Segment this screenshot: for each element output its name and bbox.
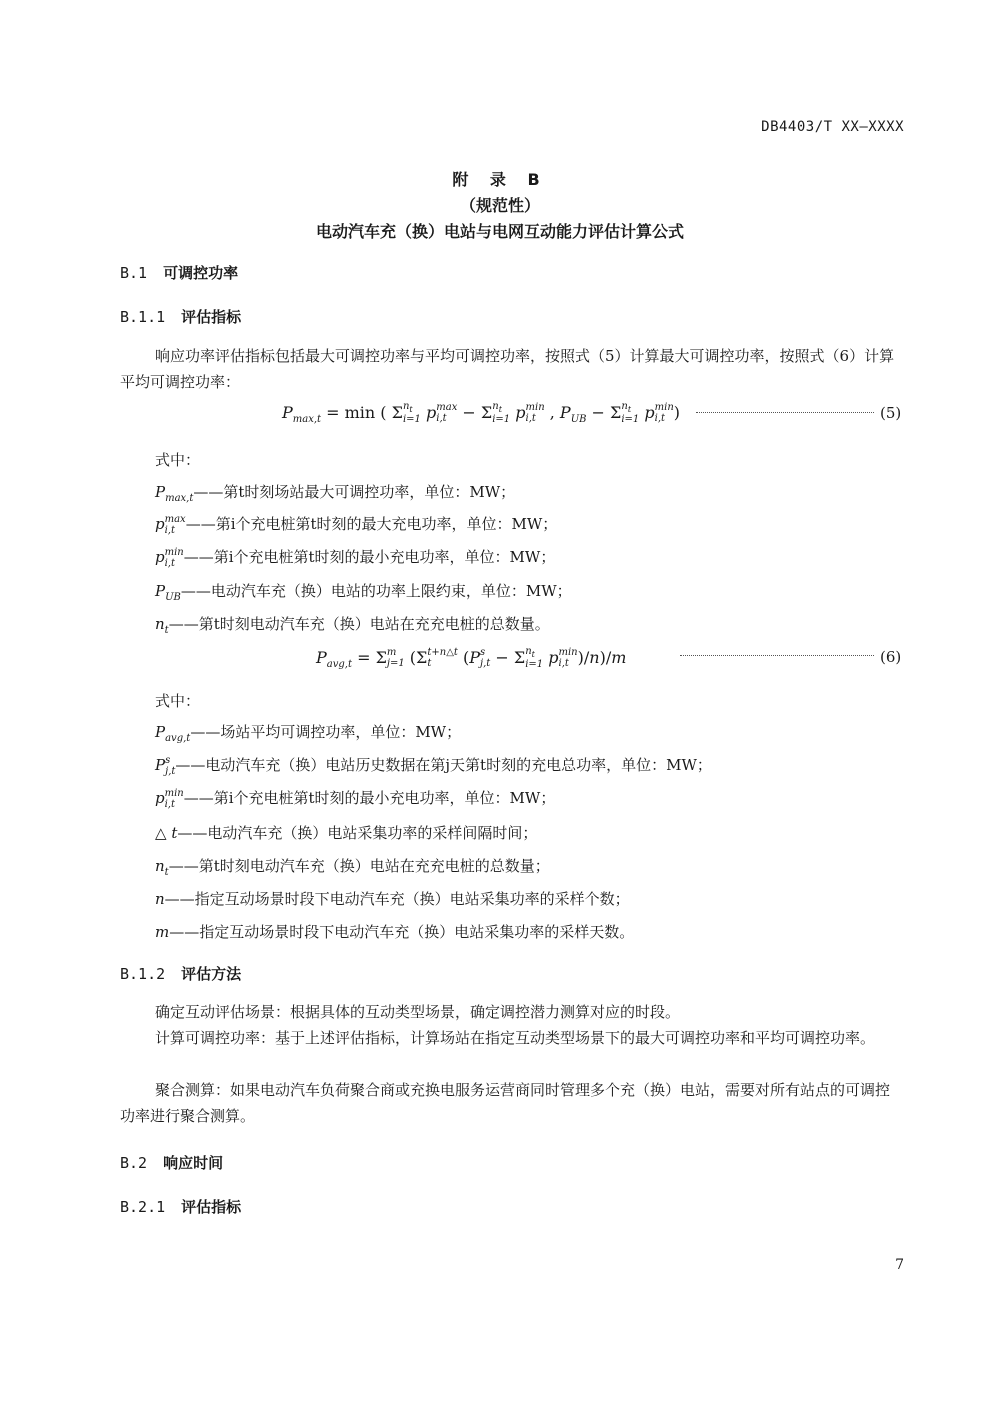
definition-item: $P_{max,t}——$第t时刻场站最大可调控功率，单位：MW； [155, 483, 516, 504]
intro-paragraph: 响应功率评估指标包括最大可调控功率与平均可调控功率，按照式（5）计算最大可调控功率，按照式（6）计算平均可调控功率： [120, 347, 895, 391]
where-label: 式中： [155, 451, 201, 469]
method-paragraph: 确定互动评估场景：根据具体的互动类型场景，确定调控潜力测算对应的时段。 [155, 1003, 681, 1021]
definition-item: $P_{avg,t}——$场站平均可调控功率，单位：MW； [155, 723, 462, 744]
definition-item: $P_{UB}——$电动汽车充（换）电站的功率上限约束，单位：MW； [155, 582, 572, 603]
equation-leader-dots [696, 412, 874, 413]
method-paragraph: 聚合测算：如果电动汽车负荷聚合商或充换电服务运营商同时管理多个充（换）电站，需要对所有站点的可调控功率进行聚合测算。 [120, 1081, 891, 1125]
equation-leader-dots [680, 655, 874, 656]
section-title: 响应时间 [163, 1154, 224, 1172]
definition-item: n——指定互动场景时段下电动汽车充（换）电站采集功率的采样个数； [155, 890, 630, 908]
equation-6-number: (6) [880, 648, 902, 666]
page-number: 7 [895, 1257, 904, 1273]
equation-5-number: (5) [880, 404, 902, 422]
definition-item: △ t——电动汽车充（换）电站采集功率的采样间隔时间； [155, 824, 538, 842]
section-title: 评估指标 [181, 308, 242, 326]
section-b2-heading [120, 1152, 223, 1173]
appendix-title: 附 录 B [452, 170, 548, 189]
equation-5: $P_{max,t} = \min$ ( Σ $n_t$ i=1 p max i,t − Σ $n_t$ i=1 p min i,t , $P_{UB} - \Sigma$ $n_t$ i=1 p min i,t ) [282, 401, 681, 426]
section-b1-heading [120, 262, 238, 283]
section-b11-heading [120, 306, 241, 327]
definition-item: p min i,t ——第i个充电桩第t时刻的最小充电功率，单位：MW； [155, 787, 556, 810]
section-number: B.1 [120, 264, 148, 282]
definition-item: m——指定互动场景时段下电动汽车充（换）电站采集功率的采样天数。 [155, 923, 635, 941]
definition-item: P s j,t ——电动汽车充（换）电站历史数据在第j天第t时刻的充电总功率，单位：MW； [155, 754, 712, 777]
normative-label: （规范性） [459, 196, 540, 215]
section-b12-heading [120, 963, 241, 984]
section-number: B.2.1 [120, 1198, 166, 1216]
definition-item: $n_t——$第t时刻电动汽车充（换）电站在充充电桩的总数量。 [155, 615, 550, 636]
section-title: 评估指标 [181, 1198, 242, 1216]
document-code: DB4403/T XX—XXXX [761, 119, 904, 135]
definition-item: p min i,t ——第i个充电桩第t时刻的最小充电功率，单位：MW； [155, 546, 556, 569]
method-paragraph: 计算可调控功率：基于上述评估指标，计算场站在指定互动类型场景下的最大可调控功率和平均可调控功率。 [155, 1029, 876, 1047]
section-number: B.1.1 [120, 308, 166, 326]
definition-item: $n_t——$第t时刻电动汽车充（换）电站在充充电桩的总数量； [155, 857, 550, 878]
definition-item: p max i,t ——第i个充电桩第t时刻的最大充电功率，单位：MW； [155, 513, 558, 536]
section-title: 评估方法 [181, 965, 242, 983]
section-number: B.1.2 [120, 965, 166, 983]
appendix-main-title: 电动汽车充（换）电站与电网互动能力评估计算公式 [315, 222, 684, 241]
equation-6: $P_{avg,t} = \Sigma$ m j=1 (Σ t+n△t t (P s j,t − Σ $n_t$ i=1 p min i,t )/n)/m [316, 646, 627, 671]
section-b21-heading [120, 1196, 241, 1217]
section-title: 可调控功率 [163, 264, 239, 282]
section-number: B.2 [120, 1154, 148, 1172]
where-label: 式中： [155, 692, 201, 710]
